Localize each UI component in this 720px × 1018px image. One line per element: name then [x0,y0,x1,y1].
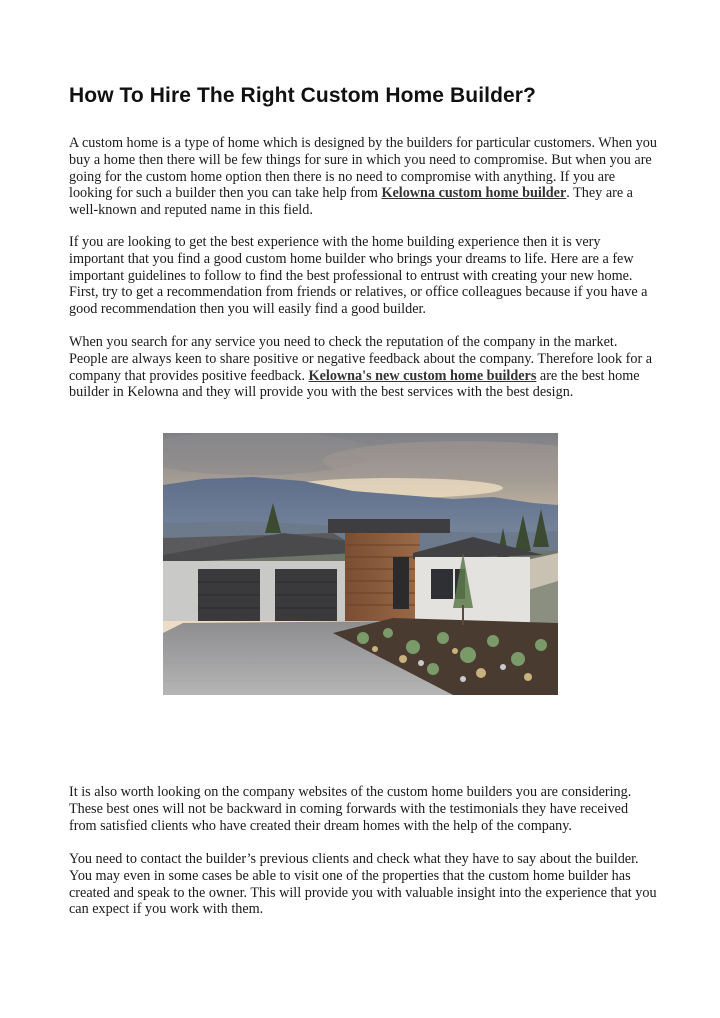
paragraph-text: . They are a well-known and reputed name in this field. [69,185,633,219]
window [431,569,453,599]
kelowna-new-custom-home-builders-link[interactable]: Kelowna's new custom home builders [308,367,537,384]
paragraph-websites: It is also worth looking on the company websites of the custom home builders you are considering. These best ones will not be backward in coming forwards with the testimonials they have received from satisfied clients who have created their dream homes with the help of the company. [69,784,632,834]
paragraph-reputation [69,334,659,401]
page-title: How To Hire The Right Custom Home Builder? [69,84,536,107]
front-door [393,557,409,609]
paragraph-intro [69,135,659,219]
house-photo [163,433,558,695]
paragraph-text: When you search for any service you need to check the reputation of the company in the market. People are always keen to share positive or negative feedback about the company. Therefore look for a company that provides positive feedback. [69,334,653,384]
paragraph-text: A custom home is a type of home which is designed by the builders for particular customers. When you buy a home then there will be few things for sure in which you need to compromise. But when you are going for the custom home option then there is no need to compromise with anything. If you are looking for such a builder then you can take help from [69,135,657,202]
kelowna-custom-home-builder-link[interactable]: Kelowna custom home builder [381,185,567,202]
paragraph-text: are the best home builder in Kelowna and they will provide you with the best services with the best design. [69,367,640,401]
paragraph-previous-clients: You need to contact the builder’s previous clients and check what they have to say about the builder. You may even in some cases be able to visit one of the properties that the custom home builder has created and speak to the owner. This will provide you with valuable insight into the experience that you can expect if you work with them. [69,851,657,918]
paragraph-guidelines: If you are looking to get the best experience with the home building experience then it is very important that you find a good custom home builder who brings your dreams to life. Here are a few important guidelines to follow to find the best professional to entrust with creating your new home. First, try to get a recommendation from friends or relatives, or office colleagues because if you have a good recommendation then you will easily find a good builder. [69,234,648,318]
